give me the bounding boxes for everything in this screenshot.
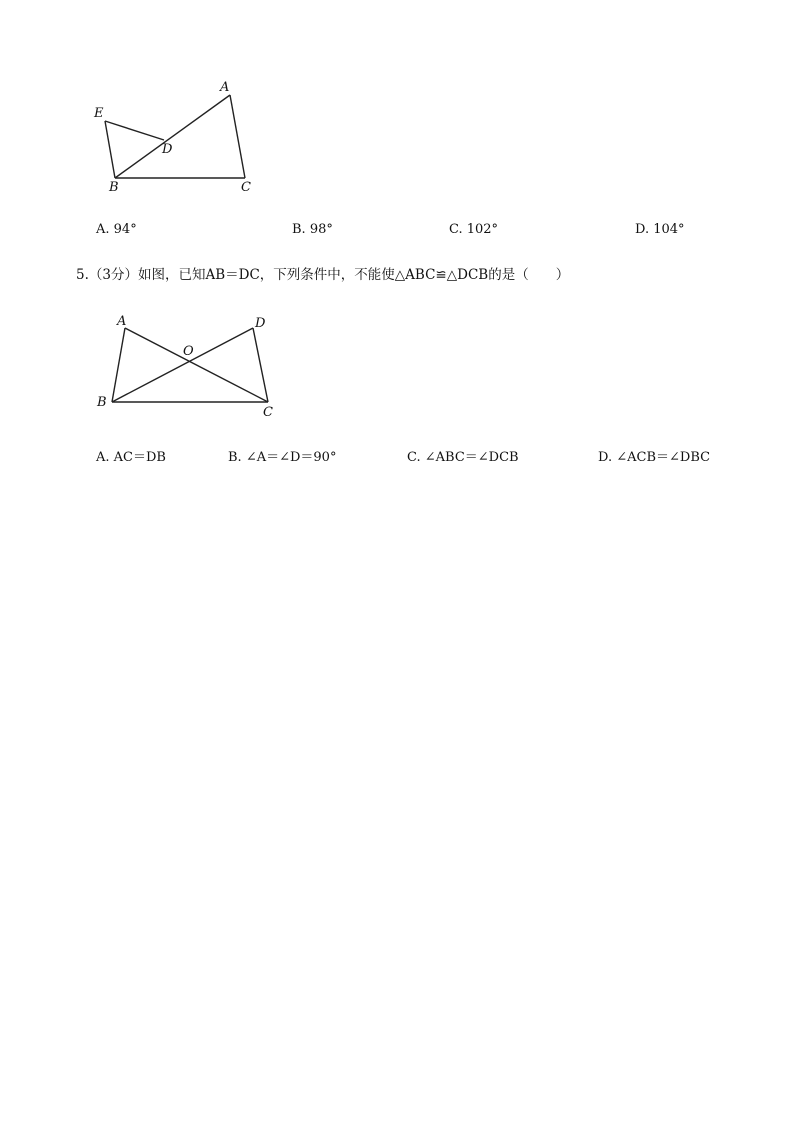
point-label-c: C [263,405,273,420]
figure-quadrilateral-abcd [90,310,290,425]
q4-option-a[interactable]: A. 94° [96,222,137,237]
segment-ac [230,95,245,178]
segment-dc [253,328,268,402]
point-label-b: B [109,180,119,195]
point-label-d: D [255,316,266,331]
segment-be [105,121,115,178]
point-label-o: O [183,344,194,359]
figure-triangle-abc-ebd [90,78,270,198]
segment-bd [112,328,253,402]
point-label-e: E [94,106,104,121]
figure-2-svg [90,310,290,425]
q4-option-c[interactable]: C. 102° [449,222,499,237]
q4-option-d[interactable]: D. 104° [635,222,685,237]
point-label-b: B [97,395,107,410]
q5-option-a[interactable]: A. AC＝DB [96,450,166,465]
q4-option-b[interactable]: B. 98° [292,222,333,237]
segment-ba [115,95,230,178]
point-label-a: A [220,80,230,95]
q5-option-b[interactable]: B. ∠A＝∠D＝90° [228,450,337,465]
segment-ab [112,328,125,402]
q5-stem: 5.（3分）如图，已知AB＝DC，下列条件中，不能使△ABC≌△DCB的是（ ） [76,267,570,283]
figure-1-svg [90,78,270,198]
point-label-d: D [162,142,173,157]
q5-option-d[interactable]: D. ∠ACB＝∠DBC [598,450,711,465]
q5-option-c[interactable]: C. ∠ABC＝∠DCB [407,450,519,465]
segment-ed [105,121,164,140]
point-label-a: A [117,314,127,329]
point-label-c: C [241,180,251,195]
segment-ac [125,328,268,402]
